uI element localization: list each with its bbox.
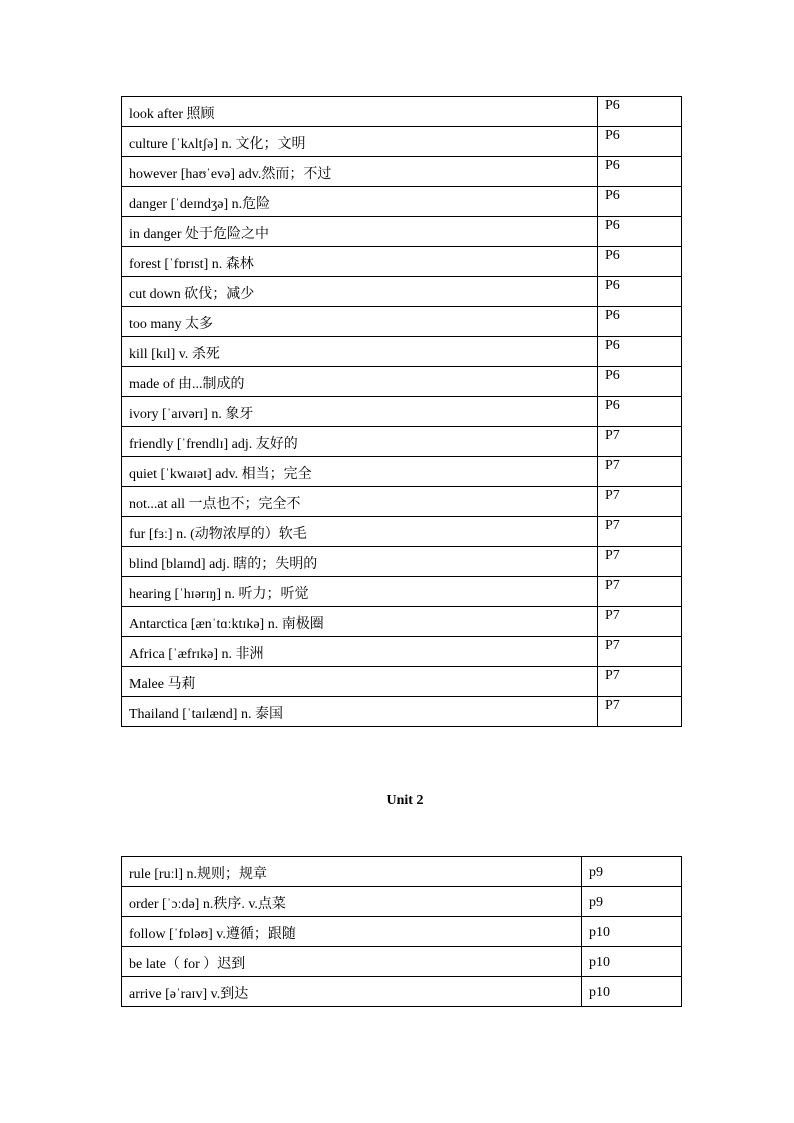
vocab-entry: forest [ˈfɒrɪst] n. 森林 xyxy=(122,247,598,277)
vocab-entry: however [haʊˈevə] adv.然而；不过 xyxy=(122,157,598,187)
table-row xyxy=(122,307,682,337)
vocab-entry: Antarctica [ænˈtɑːktɪkə] n. 南极圈 xyxy=(122,607,598,637)
page-ref: P7 xyxy=(598,637,682,667)
page-ref: p10 xyxy=(582,917,682,947)
page-ref: P6 xyxy=(598,217,682,247)
table-row xyxy=(122,887,682,917)
vocab-entry: ivory [ˈaɪvərɪ] n. 象牙 xyxy=(122,397,598,427)
page-ref: P6 xyxy=(598,397,682,427)
table-row xyxy=(122,127,682,157)
vocab-entry: made of 由...制成的 xyxy=(122,367,598,397)
vocab-entry: follow [ˈfɒləʊ] v.遵循；跟随 xyxy=(122,917,582,947)
vocab-entry: danger [ˈdeɪndʒə] n.危险 xyxy=(122,187,598,217)
vocab-entry: kill [kɪl] v. 杀死 xyxy=(122,337,598,367)
table-row xyxy=(122,607,682,637)
page-ref: P7 xyxy=(598,427,682,457)
table-row xyxy=(122,947,682,977)
page-ref: P7 xyxy=(598,667,682,697)
table-row xyxy=(122,277,682,307)
table-row xyxy=(122,217,682,247)
page-ref: P7 xyxy=(598,457,682,487)
page-ref: P7 xyxy=(598,697,682,727)
table-row xyxy=(122,977,682,1007)
vocab-entry: too many 太多 xyxy=(122,307,598,337)
table-row xyxy=(122,157,682,187)
table-row xyxy=(122,517,682,547)
table-row xyxy=(122,917,682,947)
vocab-table-unit2 xyxy=(121,856,682,1007)
page-ref: P7 xyxy=(598,547,682,577)
page-ref: P7 xyxy=(598,607,682,637)
table-row xyxy=(122,427,682,457)
vocab-entry: quiet [ˈkwaɪət] adv. 相当；完全 xyxy=(122,457,598,487)
vocab-entry: Malee 马莉 xyxy=(122,667,598,697)
table-row xyxy=(122,97,682,127)
table-row xyxy=(122,367,682,397)
table-row xyxy=(122,637,682,667)
table-row xyxy=(122,457,682,487)
table-row xyxy=(122,697,682,727)
table-row xyxy=(122,667,682,697)
vocab-entry: blind [blaɪnd] adj. 瞎的；失明的 xyxy=(122,547,598,577)
vocab-table-body xyxy=(122,857,682,1007)
page-ref: P6 xyxy=(598,247,682,277)
unit-heading: Unit 2 xyxy=(386,793,424,808)
page-ref: P6 xyxy=(598,187,682,217)
page-ref: P6 xyxy=(598,277,682,307)
vocab-entry: order [ˈɔːdə] n.秩序. v.点菜 xyxy=(122,887,582,917)
page-ref: P7 xyxy=(598,577,682,607)
page-ref: P6 xyxy=(598,157,682,187)
table-row xyxy=(122,247,682,277)
vocab-entry: be late（ for ）迟到 xyxy=(122,947,582,977)
vocab-table-body xyxy=(122,97,682,727)
page-ref: p10 xyxy=(582,947,682,977)
page-ref: p9 xyxy=(582,857,682,887)
page-ref: p10 xyxy=(582,977,682,1007)
page-ref: p9 xyxy=(582,887,682,917)
vocab-entry: cut down 砍伐；减少 xyxy=(122,277,598,307)
table-row xyxy=(122,857,682,887)
page-ref: P6 xyxy=(598,127,682,157)
vocab-entry: hearing [ˈhɪərɪŋ] n. 听力；听觉 xyxy=(122,577,598,607)
page-ref: P7 xyxy=(598,487,682,517)
vocab-entry: rule [ruːl] n.规则；规章 xyxy=(122,857,582,887)
vocab-table-unit1 xyxy=(121,96,682,727)
vocab-entry: arrive [əˈraɪv] v.到达 xyxy=(122,977,582,1007)
page-ref: P7 xyxy=(598,517,682,547)
page-ref: P6 xyxy=(598,307,682,337)
vocab-entry: look after 照顾 xyxy=(122,97,598,127)
vocab-entry: friendly [ˈfrendlɪ] adj. 友好的 xyxy=(122,427,598,457)
vocab-entry: culture [ˈkʌltʃə] n. 文化；文明 xyxy=(122,127,598,157)
page-ref: P6 xyxy=(598,97,682,127)
vocab-entry: fur [fɜː] n. (动物浓厚的）软毛 xyxy=(122,517,598,547)
vocab-entry: Thailand [ˈtaɪlænd] n. 泰国 xyxy=(122,697,598,727)
page-ref: P6 xyxy=(598,337,682,367)
page-ref: P6 xyxy=(598,367,682,397)
table-row xyxy=(122,547,682,577)
vocab-entry: in danger 处于危险之中 xyxy=(122,217,598,247)
table-row xyxy=(122,487,682,517)
vocab-entry: not...at all 一点也不；完全不 xyxy=(122,487,598,517)
vocab-entry: Africa [ˈæfrɪkə] n. 非洲 xyxy=(122,637,598,667)
table-row xyxy=(122,187,682,217)
table-row xyxy=(122,577,682,607)
table-row xyxy=(122,397,682,427)
table-row xyxy=(122,337,682,367)
